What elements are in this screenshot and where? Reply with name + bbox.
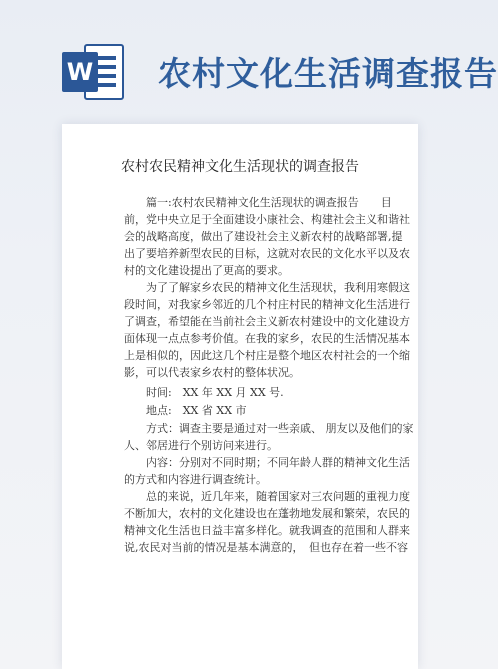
text-line: 为了了解家乡农民的精神文化生活现状，我利用寒假这 (146, 281, 410, 294)
text-line: 不断加大，农村的文化建设也在蓬勃地发展和繁荣，农民的 (124, 507, 410, 520)
text-line: 的方式和内容进行调查统计。 (124, 473, 267, 486)
document-title: 农村农民精神文化生活现状的调查报告 (121, 159, 359, 175)
text-line: 了调查，希望能在当前社会主义新农村建设中的文化建设方 (124, 315, 410, 328)
text-line: 面体现一点点参考价值。在我的家乡，农民的生活情况基本 (124, 332, 410, 345)
paragraph (124, 488, 410, 556)
header-banner (0, 0, 498, 120)
banner-title: 农村文化生活调查报告 (158, 54, 498, 93)
text-line: 方式：调查主要是通过对一些亲戚、 朋友以及他们的家 (146, 422, 414, 435)
text-line: 前，党中央立足于全面建设小康社会、构建社会主义和谐社 (124, 213, 410, 226)
paragraph (124, 279, 410, 381)
text-line: 精神文化生活也日益丰富多样化。就我调查的范围和人群来 (124, 524, 410, 537)
text-line: 说,农民对当前的情况是基本满意的， 但也存在着一些不容 (124, 541, 408, 554)
text-line: 地点: XX 省 XX 市 (146, 404, 247, 417)
paragraph (124, 454, 410, 488)
text-line: 篇一:农村农民精神文化生活现状的调查报告 目 (146, 196, 392, 209)
document-page (62, 124, 418, 669)
word-document-icon (62, 40, 128, 102)
paragraph (124, 420, 414, 454)
text-line: 上是相似的，因此这几个村庄是整个地区农村社会的一个缩 (124, 349, 410, 362)
text-line: 出了要培养新型农民的目标，这就对农民的文化水平以及农 (124, 247, 410, 260)
text-line: 总的来说，近几年来，随着国家对三农问题的重视力度 (146, 490, 410, 503)
text-line: 时间: XX 年 XX 月 XX 号. (146, 386, 284, 399)
word-letter-badge: W (62, 52, 98, 92)
text-line: 影，可以代表家乡农村的整体状况。 (124, 366, 300, 379)
paragraph (124, 402, 370, 419)
text-line: 段时间，对我家乡邻近的几个村庄村民的精神文化生活进行 (124, 298, 410, 311)
text-line: 会的战略高度，做出了建设社会主义新农村的战略部署,提 (124, 230, 403, 243)
text-line: 村的文化建设提出了更高的要求。 (124, 264, 289, 277)
text-line: 人、邻居进行个别访问来进行。 (124, 439, 278, 452)
text-line: 内容：分别对不同时期；不同年龄人群的精神文化生活 (146, 456, 410, 469)
paragraph (124, 194, 410, 279)
paragraph (124, 384, 370, 401)
